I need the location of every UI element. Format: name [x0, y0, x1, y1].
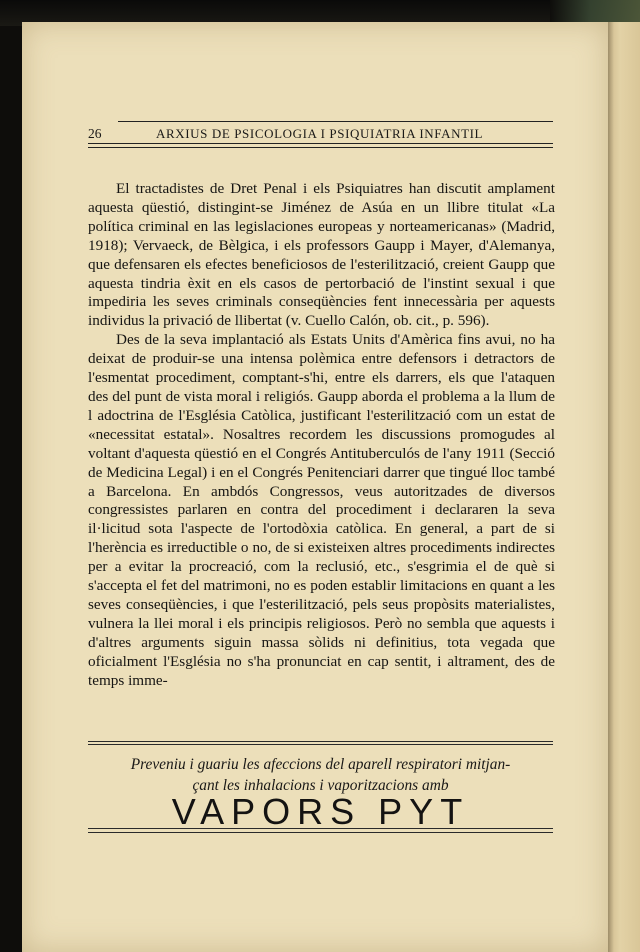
ad-line-2: çant les inhalacions i vaporitzacions amb	[192, 777, 449, 794]
paragraph: El tractadistes de Dret Penal i els Psiquiatres han discutit amplament aquesta qüestió, distingint-se Jiménez de Asúa en un llibre titulat «La política criminal en las legislaciones europeas y norteamericanas» (Madrid, 1918); Vervaeck, de Bèlgica, i els professors Gaupp i Mayer, d'Alemanya, que defensaren els efectes beneficiosos de l'esterilització, creient Gaupp que aquesta tindria èxit en els casos de pertorbació de l'instint sexual i que impediria les seves criminals conseqüències fent innecessària per aquests individus la privació de llibertat (v. Cuello Calón, ob. cit., p. 596).	[88, 180, 555, 330]
advertisement	[88, 741, 553, 834]
journal-title: ARXIUS DE PSICOLOGIA I PSIQUIATRIA INFANTIL	[156, 126, 484, 141]
body-text	[88, 180, 555, 690]
ad-line-1: Preveniu i guariu les afeccions del aparell respiratori mitjan-	[130, 756, 511, 773]
ad-brand-name: VAPORS PYT	[171, 791, 470, 832]
running-head-rule-bottom	[88, 143, 553, 148]
running-head-rule-top	[118, 121, 553, 122]
page-number: 26	[88, 126, 102, 141]
running-head	[88, 121, 553, 147]
ad-rule-bottom	[88, 828, 553, 833]
paragraph: Des de la seva implantació als Estats Units d'Amèrica fins avui, no ha deixat de produir-se una intensa polèmica entre defensors i detractors de l'esmentat procediment, comptant-s'hi, entre els darrers, els que l'ataquen des del punt de vista moral i religiós. Gaupp aborda el problema a la llum de l adoctrina de l'Església Catòlica, justificant l'esterilització com un estat de «necessitat estatal». Nosaltres recordem les discussions promogudes al voltant d'aquesta qüestió en el Congrés Antituberculós de l'any 1911 (Secció de Medicina Legal) i en el Congrés Penitenciari darrer que tingué lloc també a Barcelona. En ambdós Congressos, veus autoritzades de diversos congressistes parlaren en contra del procediment i declararen la seva il·licitud sota l'aspecte de l'ortodòxia catòlica. En general, a part de si l'herència es irreductible o no, de si existeixen altres procediments indirectes per a evitar la procreació, com la reclusió, etc., s'esgrimia el de què si s'accepta el fet del matrimoni, no es poden establir limitacions en quant a les seves conseqüències, i que l'esterilització, pels seus propòsits materialistes, vulnera la llei moral i els principis religiosos. Però no sembla que aquests i d'altres arguments siguin massa sòlids ni definitius, tota vegada que oficialment l'Església no s'ha pronunciat en cap sentit, i altrament, des de temps imme-	[88, 331, 555, 689]
ad-rule-top	[88, 741, 553, 745]
